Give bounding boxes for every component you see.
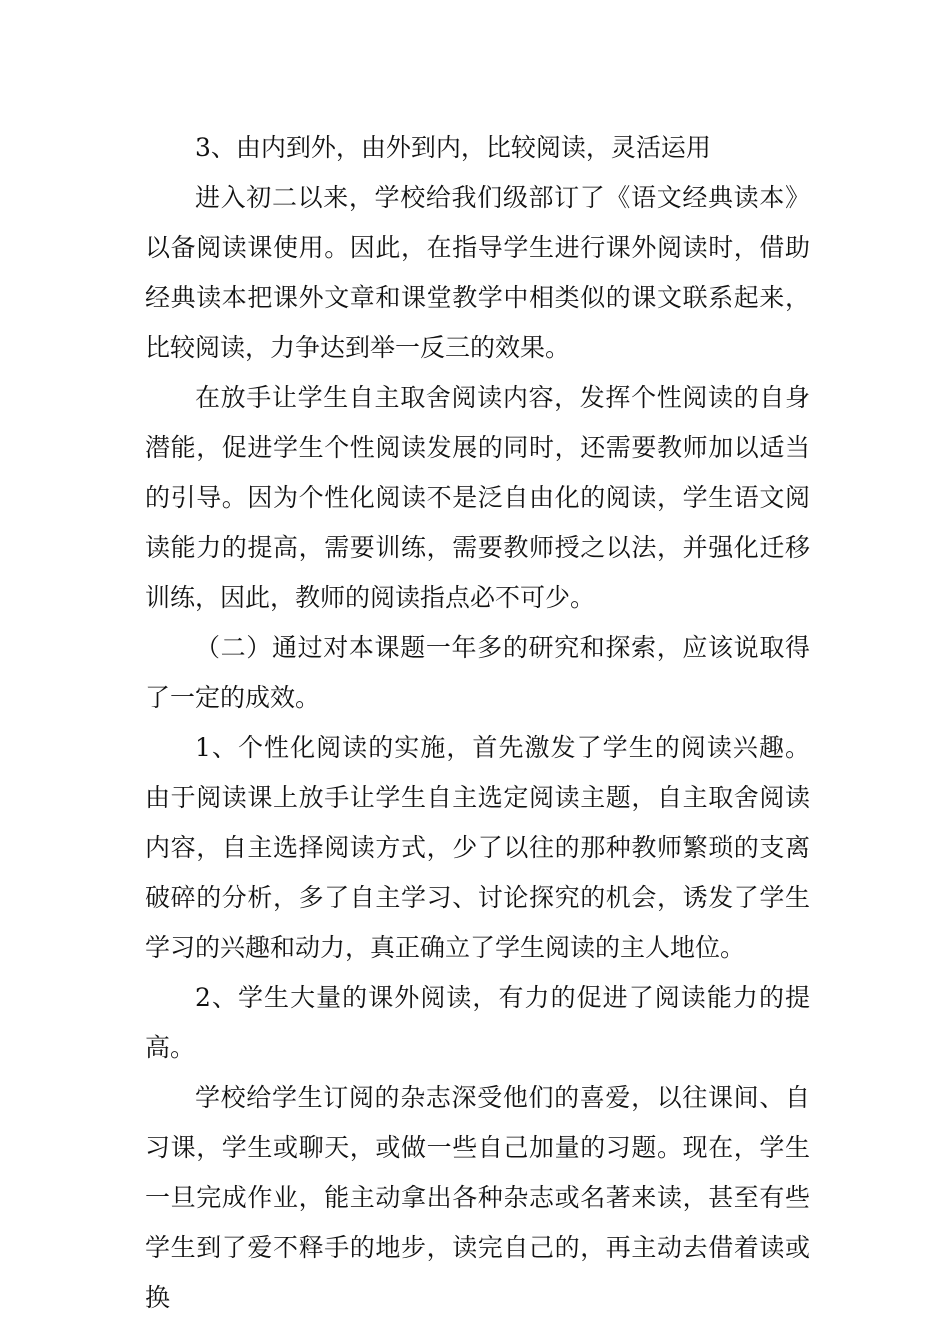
paragraph-section-heading: 3、由内到外，由外到内，比较阅读，灵活运用	[195, 133, 711, 162]
paragraph: 进入初二以来，学校给我们级部订了《语文经典读本》以备阅读课使用。因此，在指导学生进行课外阅读时，借助经典读本把课外文章和课堂教学中相类似的课文联系起来，比较阅读，力争达到举一反三的效果。	[145, 183, 810, 362]
paragraph: 在放手让学生自主取舍阅读内容，发挥个性阅读的自身潜能，促进学生个性阅读发展的同时，还需要教师加以适当的引导。因为个性化阅读不是泛自由化的阅读，学生语文阅读能力的提高，需要训练，需要教师授之以法，并强化迁移训练，因此，教师的阅读指点必不可少。	[145, 383, 810, 612]
document-body	[145, 123, 810, 1323]
paragraph: （二）通过对本课题一年多的研究和探索，应该说取得了一定的成效。	[145, 633, 810, 712]
paragraph: 1、个性化阅读的实施，首先激发了学生的阅读兴趣。由于阅读课上放手让学生自主选定阅读主题，自主取舍阅读内容，自主选择阅读方式，少了以往的那种教师繁琐的支离破碎的分析，多了自主学习、讨论探究的机会，诱发了学生学习的兴趣和动力，真正确立了学生阅读的主人地位。	[145, 733, 810, 962]
paragraph: 学校给学生订阅的杂志深受他们的喜爱，以往课间、自习课，学生或聊天，或做一些自己加量的习题。现在，学生一旦完成作业，能主动拿出各种杂志或名著来读，甚至有些学生到了爱不释手的地步，读完自己的，再主动去借着读或换	[145, 1083, 810, 1312]
paragraph: 2、学生大量的课外阅读，有力的促进了阅读能力的提高。	[145, 983, 810, 1062]
